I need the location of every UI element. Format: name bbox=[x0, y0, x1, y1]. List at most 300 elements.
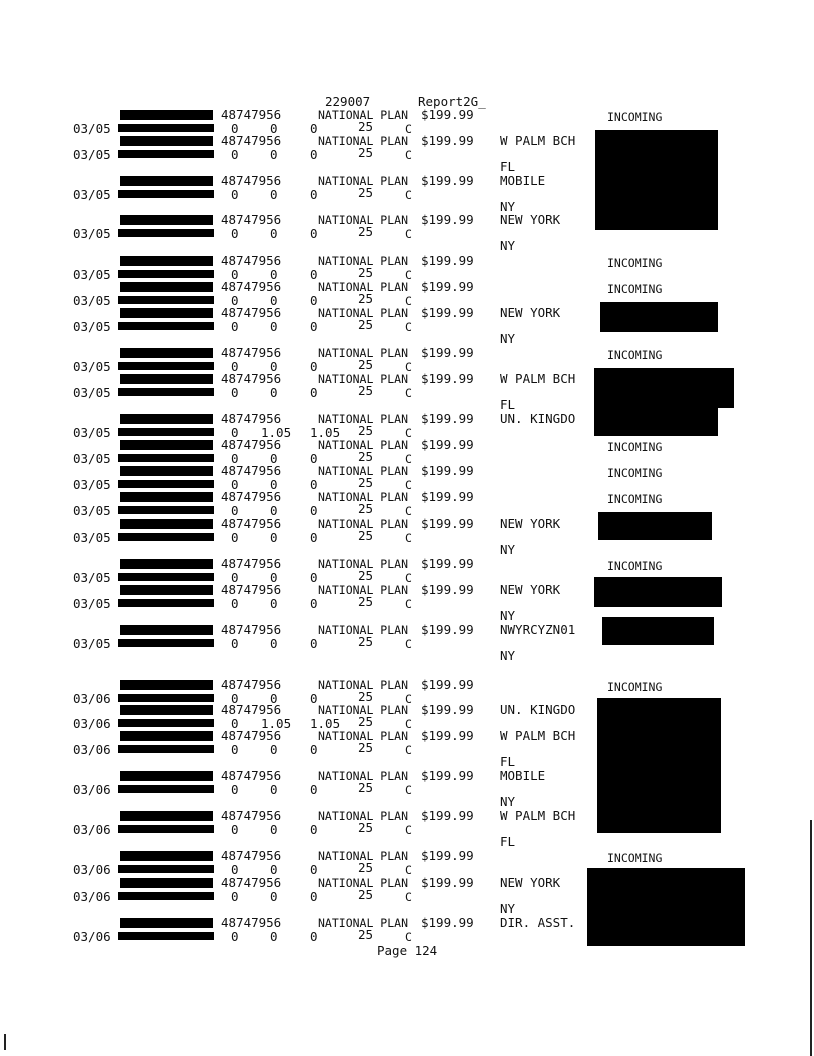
redaction-bar bbox=[118, 892, 214, 900]
call-time bbox=[118, 865, 214, 879]
redaction-bar bbox=[120, 878, 213, 888]
call-flag: C bbox=[405, 783, 412, 797]
margin-mark bbox=[810, 820, 812, 1056]
charge-toll: 0 bbox=[270, 293, 278, 308]
minutes: 25 bbox=[358, 119, 374, 134]
plan-name: NATIONAL PLAN bbox=[318, 703, 409, 717]
minutes: 25 bbox=[358, 714, 374, 729]
amount: $199.99 bbox=[421, 345, 474, 360]
charge-toll: 0 bbox=[270, 187, 278, 202]
charge-total: 0 bbox=[310, 570, 318, 585]
charge-toll: 0 bbox=[270, 477, 278, 492]
plan-name: NATIONAL PLAN bbox=[318, 623, 409, 637]
minutes: 25 bbox=[358, 887, 374, 902]
charge-toll: 0 bbox=[270, 862, 278, 877]
call-flag: C bbox=[405, 320, 412, 334]
plan-name: NATIONAL PLAN bbox=[318, 490, 409, 504]
call-date: 03/06 bbox=[73, 889, 111, 904]
call-time bbox=[118, 190, 214, 204]
amount: $199.99 bbox=[421, 173, 474, 188]
charge-total: 0 bbox=[310, 889, 318, 904]
call-time bbox=[118, 388, 214, 402]
location-city: W PALM BCH bbox=[500, 808, 576, 823]
charge-toll: 0 bbox=[270, 929, 278, 944]
amount: $199.99 bbox=[421, 848, 474, 863]
amount: $199.99 bbox=[421, 463, 474, 478]
charge-airtime: 0 bbox=[231, 742, 239, 757]
redaction-bar bbox=[120, 851, 213, 861]
call-time bbox=[118, 229, 214, 243]
call-time bbox=[118, 533, 214, 547]
minutes: 25 bbox=[358, 423, 374, 438]
redaction-bar bbox=[120, 440, 213, 450]
redaction-bar bbox=[120, 519, 213, 529]
charge-airtime: 0 bbox=[231, 187, 239, 202]
redaction-bar bbox=[120, 680, 213, 690]
location-city: MOBILE bbox=[500, 173, 546, 188]
redaction-bar bbox=[118, 745, 214, 753]
plan-name: NATIONAL PLAN bbox=[318, 876, 409, 890]
redaction-bar bbox=[120, 811, 213, 821]
charge-toll: 0 bbox=[270, 385, 278, 400]
call-date: 03/06 bbox=[73, 862, 111, 877]
redaction-bar bbox=[118, 190, 214, 198]
amount: $199.99 bbox=[421, 107, 474, 122]
account-number: 48747956 bbox=[221, 489, 282, 504]
redaction-box bbox=[597, 698, 721, 833]
charge-total: 0 bbox=[310, 596, 318, 611]
call-flag: C bbox=[405, 268, 412, 282]
charge-total: 1.05 bbox=[310, 716, 341, 731]
call-date: 03/05 bbox=[73, 503, 111, 518]
charge-total: 0 bbox=[310, 359, 318, 374]
plan-name: NATIONAL PLAN bbox=[318, 769, 409, 783]
redaction-bar bbox=[118, 785, 214, 793]
call-flag: C bbox=[405, 122, 412, 136]
charge-airtime: 0 bbox=[231, 716, 239, 731]
redaction-bar bbox=[118, 229, 214, 237]
charge-total: 0 bbox=[310, 782, 318, 797]
plan-name: NATIONAL PLAN bbox=[318, 346, 409, 360]
amount: $199.99 bbox=[421, 728, 474, 743]
call-direction: INCOMING bbox=[607, 559, 663, 573]
plan-name: NATIONAL PLAN bbox=[318, 372, 409, 386]
charge-toll: 0 bbox=[270, 319, 278, 334]
call-flag: C bbox=[405, 188, 412, 202]
charge-airtime: 0 bbox=[231, 862, 239, 877]
redaction-bar bbox=[118, 865, 214, 873]
call-time bbox=[118, 932, 214, 946]
amount: $199.99 bbox=[421, 133, 474, 148]
charge-toll: 0 bbox=[270, 596, 278, 611]
amount: $199.99 bbox=[421, 556, 474, 571]
account-number: 48747956 bbox=[221, 848, 282, 863]
charge-toll: 0 bbox=[270, 226, 278, 241]
plan-name: NATIONAL PLAN bbox=[318, 464, 409, 478]
redaction-bar bbox=[120, 256, 213, 266]
report-id: 229007 bbox=[325, 94, 371, 109]
redaction-bar bbox=[118, 480, 214, 488]
location-state: NY bbox=[500, 794, 516, 809]
call-flag: C bbox=[405, 227, 412, 241]
account-number: 48747956 bbox=[221, 768, 282, 783]
call-flag: C bbox=[405, 717, 412, 731]
amount: $199.99 bbox=[421, 915, 474, 930]
location-city: NEW YORK bbox=[500, 582, 561, 597]
redaction-bar bbox=[120, 492, 213, 502]
charge-airtime: 0 bbox=[231, 451, 239, 466]
call-time bbox=[118, 150, 214, 164]
account-number: 48747956 bbox=[221, 915, 282, 930]
minutes: 25 bbox=[358, 317, 374, 332]
call-flag: C bbox=[405, 452, 412, 466]
plan-name: NATIONAL PLAN bbox=[318, 557, 409, 571]
minutes: 25 bbox=[358, 689, 374, 704]
redaction-bar bbox=[120, 771, 213, 781]
amount: $199.99 bbox=[421, 305, 474, 320]
call-time bbox=[118, 892, 214, 906]
redaction-bar bbox=[118, 719, 214, 727]
page-number: Page 124 bbox=[377, 943, 438, 958]
minutes: 25 bbox=[358, 860, 374, 875]
charge-airtime: 0 bbox=[231, 570, 239, 585]
call-direction: INCOMING bbox=[607, 851, 663, 865]
account-number: 48747956 bbox=[221, 556, 282, 571]
redaction-box bbox=[594, 408, 718, 436]
location-city: MOBILE bbox=[500, 768, 546, 783]
charge-airtime: 0 bbox=[231, 822, 239, 837]
redaction-bar bbox=[120, 559, 213, 569]
charge-total: 0 bbox=[310, 862, 318, 877]
redaction-bar bbox=[118, 124, 214, 132]
redaction-box bbox=[594, 577, 722, 607]
location-state: NY bbox=[500, 238, 516, 253]
report-name: Report2G_ bbox=[418, 94, 486, 109]
minutes: 25 bbox=[358, 820, 374, 835]
minutes: 25 bbox=[358, 357, 374, 372]
redaction-bar bbox=[118, 639, 214, 647]
charge-toll: 0 bbox=[270, 742, 278, 757]
account-number: 48747956 bbox=[221, 305, 282, 320]
redaction-bar bbox=[118, 296, 214, 304]
call-flag: C bbox=[405, 571, 412, 585]
call-direction: INCOMING bbox=[607, 466, 663, 480]
call-date: 03/06 bbox=[73, 691, 111, 706]
call-flag: C bbox=[405, 597, 412, 611]
call-date: 03/05 bbox=[73, 570, 111, 585]
call-date: 03/05 bbox=[73, 293, 111, 308]
charge-total: 1.05 bbox=[310, 425, 341, 440]
plan-name: NATIONAL PLAN bbox=[318, 280, 409, 294]
redaction-box bbox=[600, 302, 718, 332]
charge-toll: 1.05 bbox=[261, 425, 292, 440]
account-number: 48747956 bbox=[221, 212, 282, 227]
plan-name: NATIONAL PLAN bbox=[318, 306, 409, 320]
location-city: W PALM BCH bbox=[500, 371, 576, 386]
location-city: NWYRCYZN01 bbox=[500, 622, 576, 637]
amount: $199.99 bbox=[421, 768, 474, 783]
account-number: 48747956 bbox=[221, 253, 282, 268]
call-date: 03/05 bbox=[73, 477, 111, 492]
redaction-bar bbox=[120, 110, 213, 120]
plan-name: NATIONAL PLAN bbox=[318, 108, 409, 122]
charge-airtime: 0 bbox=[231, 147, 239, 162]
call-date: 03/05 bbox=[73, 359, 111, 374]
call-date: 03/06 bbox=[73, 822, 111, 837]
call-date: 03/05 bbox=[73, 147, 111, 162]
call-date: 03/06 bbox=[73, 929, 111, 944]
redaction-bar bbox=[120, 625, 213, 635]
minutes: 25 bbox=[358, 927, 374, 942]
amount: $199.99 bbox=[421, 371, 474, 386]
call-direction: INCOMING bbox=[607, 110, 663, 124]
charge-airtime: 0 bbox=[231, 121, 239, 136]
call-time bbox=[118, 745, 214, 759]
charge-toll: 0 bbox=[270, 636, 278, 651]
call-date: 03/05 bbox=[73, 121, 111, 136]
minutes: 25 bbox=[358, 740, 374, 755]
charge-toll: 0 bbox=[270, 691, 278, 706]
charge-total: 0 bbox=[310, 929, 318, 944]
charge-total: 0 bbox=[310, 691, 318, 706]
charge-airtime: 0 bbox=[231, 636, 239, 651]
redaction-bar bbox=[120, 348, 213, 358]
amount: $199.99 bbox=[421, 702, 474, 717]
redaction-bar bbox=[118, 533, 214, 541]
account-number: 48747956 bbox=[221, 133, 282, 148]
redaction-bar bbox=[120, 585, 213, 595]
call-date: 03/06 bbox=[73, 782, 111, 797]
charge-total: 0 bbox=[310, 121, 318, 136]
account-number: 48747956 bbox=[221, 345, 282, 360]
redaction-bar bbox=[118, 506, 214, 514]
location-city: UN. KINGDO bbox=[500, 411, 576, 426]
charge-airtime: 0 bbox=[231, 267, 239, 282]
account-number: 48747956 bbox=[221, 371, 282, 386]
call-time bbox=[118, 599, 214, 613]
call-direction: INCOMING bbox=[607, 348, 663, 362]
charge-airtime: 0 bbox=[231, 782, 239, 797]
plan-name: NATIONAL PLAN bbox=[318, 134, 409, 148]
minutes: 25 bbox=[358, 568, 374, 583]
amount: $199.99 bbox=[421, 582, 474, 597]
redaction-bar bbox=[118, 362, 214, 370]
redaction-bar bbox=[118, 270, 214, 278]
charge-total: 0 bbox=[310, 187, 318, 202]
account-number: 48747956 bbox=[221, 107, 282, 122]
call-direction: INCOMING bbox=[607, 256, 663, 270]
charge-toll: 0 bbox=[270, 782, 278, 797]
charge-total: 0 bbox=[310, 822, 318, 837]
margin-mark bbox=[4, 1034, 6, 1050]
plan-name: NATIONAL PLAN bbox=[318, 916, 409, 930]
location-city: UN. KINGDO bbox=[500, 702, 576, 717]
call-flag: C bbox=[405, 930, 412, 944]
call-time bbox=[118, 785, 214, 799]
amount: $199.99 bbox=[421, 279, 474, 294]
account-number: 48747956 bbox=[221, 622, 282, 637]
call-date: 03/05 bbox=[73, 319, 111, 334]
charge-toll: 0 bbox=[270, 267, 278, 282]
redaction-bar bbox=[118, 694, 214, 702]
location-state: FL bbox=[500, 754, 516, 769]
charge-toll: 1.05 bbox=[261, 716, 292, 731]
location-state: NY bbox=[500, 542, 516, 557]
location-city: NEW YORK bbox=[500, 305, 561, 320]
plan-name: NATIONAL PLAN bbox=[318, 517, 409, 531]
charge-total: 0 bbox=[310, 226, 318, 241]
account-number: 48747956 bbox=[221, 677, 282, 692]
charge-toll: 0 bbox=[270, 147, 278, 162]
minutes: 25 bbox=[358, 594, 374, 609]
account-number: 48747956 bbox=[221, 516, 282, 531]
call-flag: C bbox=[405, 360, 412, 374]
plan-name: NATIONAL PLAN bbox=[318, 849, 409, 863]
redaction-bar bbox=[120, 705, 213, 715]
location-city: DIR. ASST. bbox=[500, 915, 576, 930]
call-direction: INCOMING bbox=[607, 282, 663, 296]
amount: $199.99 bbox=[421, 677, 474, 692]
minutes: 25 bbox=[358, 475, 374, 490]
charge-airtime: 0 bbox=[231, 477, 239, 492]
call-flag: C bbox=[405, 294, 412, 308]
plan-name: NATIONAL PLAN bbox=[318, 412, 409, 426]
charge-total: 0 bbox=[310, 477, 318, 492]
location-city: NEW YORK bbox=[500, 516, 561, 531]
redaction-box bbox=[602, 617, 714, 645]
plan-name: NATIONAL PLAN bbox=[318, 438, 409, 452]
call-flag: C bbox=[405, 863, 412, 877]
call-flag: C bbox=[405, 890, 412, 904]
minutes: 25 bbox=[358, 383, 374, 398]
redaction-bar bbox=[120, 731, 213, 741]
redaction-bar bbox=[118, 932, 214, 940]
charge-total: 0 bbox=[310, 503, 318, 518]
charge-toll: 0 bbox=[270, 889, 278, 904]
account-number: 48747956 bbox=[221, 463, 282, 478]
call-flag: C bbox=[405, 148, 412, 162]
plan-name: NATIONAL PLAN bbox=[318, 254, 409, 268]
charge-toll: 0 bbox=[270, 451, 278, 466]
account-number: 48747956 bbox=[221, 808, 282, 823]
amount: $199.99 bbox=[421, 253, 474, 268]
account-number: 48747956 bbox=[221, 702, 282, 717]
location-state: NY bbox=[500, 331, 516, 346]
redaction-bar bbox=[118, 322, 214, 330]
charge-airtime: 0 bbox=[231, 319, 239, 334]
call-date: 03/05 bbox=[73, 385, 111, 400]
redaction-bar bbox=[118, 825, 214, 833]
location-state: NY bbox=[500, 199, 516, 214]
plan-name: NATIONAL PLAN bbox=[318, 729, 409, 743]
redaction-box bbox=[598, 512, 712, 540]
charge-total: 0 bbox=[310, 267, 318, 282]
account-number: 48747956 bbox=[221, 875, 282, 890]
charge-airtime: 0 bbox=[231, 929, 239, 944]
redaction-bar bbox=[120, 136, 213, 146]
call-flag: C bbox=[405, 478, 412, 492]
minutes: 25 bbox=[358, 780, 374, 795]
charge-airtime: 0 bbox=[231, 226, 239, 241]
call-time bbox=[118, 825, 214, 839]
charge-total: 0 bbox=[310, 319, 318, 334]
plan-name: NATIONAL PLAN bbox=[318, 809, 409, 823]
call-date: 03/05 bbox=[73, 226, 111, 241]
redaction-bar bbox=[118, 573, 214, 581]
call-flag: C bbox=[405, 426, 412, 440]
charge-total: 0 bbox=[310, 293, 318, 308]
charge-toll: 0 bbox=[270, 822, 278, 837]
amount: $199.99 bbox=[421, 516, 474, 531]
redaction-bar bbox=[120, 282, 213, 292]
plan-name: NATIONAL PLAN bbox=[318, 174, 409, 188]
charge-airtime: 0 bbox=[231, 293, 239, 308]
redaction-box bbox=[595, 130, 718, 230]
minutes: 25 bbox=[358, 528, 374, 543]
redaction-bar bbox=[120, 414, 213, 424]
call-date: 03/05 bbox=[73, 425, 111, 440]
call-flag: C bbox=[405, 531, 412, 545]
location-state: FL bbox=[500, 397, 516, 412]
amount: $199.99 bbox=[421, 437, 474, 452]
call-direction: INCOMING bbox=[607, 492, 663, 506]
redaction-bar bbox=[118, 599, 214, 607]
minutes: 25 bbox=[358, 265, 374, 280]
amount: $199.99 bbox=[421, 622, 474, 637]
call-date: 03/05 bbox=[73, 451, 111, 466]
charge-airtime: 0 bbox=[231, 530, 239, 545]
call-date: 03/05 bbox=[73, 187, 111, 202]
plan-name: NATIONAL PLAN bbox=[318, 213, 409, 227]
redaction-bar bbox=[120, 215, 213, 225]
call-date: 03/06 bbox=[73, 716, 111, 731]
location-city: NEW YORK bbox=[500, 875, 561, 890]
call-flag: C bbox=[405, 743, 412, 757]
account-number: 48747956 bbox=[221, 279, 282, 294]
redaction-bar bbox=[120, 308, 213, 318]
call-date: 03/05 bbox=[73, 636, 111, 651]
redaction-bar bbox=[118, 428, 214, 436]
redaction-bar bbox=[118, 388, 214, 396]
minutes: 25 bbox=[358, 501, 374, 516]
location-city: NEW YORK bbox=[500, 212, 561, 227]
call-direction: INCOMING bbox=[607, 680, 663, 694]
charge-toll: 0 bbox=[270, 570, 278, 585]
redaction-bar bbox=[118, 150, 214, 158]
account-number: 48747956 bbox=[221, 728, 282, 743]
minutes: 25 bbox=[358, 449, 374, 464]
account-number: 48747956 bbox=[221, 411, 282, 426]
charge-total: 0 bbox=[310, 147, 318, 162]
plan-name: NATIONAL PLAN bbox=[318, 678, 409, 692]
minutes: 25 bbox=[358, 634, 374, 649]
charge-airtime: 0 bbox=[231, 503, 239, 518]
redaction-bar bbox=[120, 918, 213, 928]
minutes: 25 bbox=[358, 185, 374, 200]
call-date: 03/05 bbox=[73, 596, 111, 611]
call-flag: C bbox=[405, 692, 412, 706]
charge-airtime: 0 bbox=[231, 425, 239, 440]
redaction-bar bbox=[120, 466, 213, 476]
charge-toll: 0 bbox=[270, 359, 278, 374]
call-flag: C bbox=[405, 823, 412, 837]
charge-total: 0 bbox=[310, 636, 318, 651]
account-number: 48747956 bbox=[221, 437, 282, 452]
charge-airtime: 0 bbox=[231, 359, 239, 374]
call-time bbox=[118, 322, 214, 336]
charge-airtime: 0 bbox=[231, 889, 239, 904]
amount: $199.99 bbox=[421, 212, 474, 227]
